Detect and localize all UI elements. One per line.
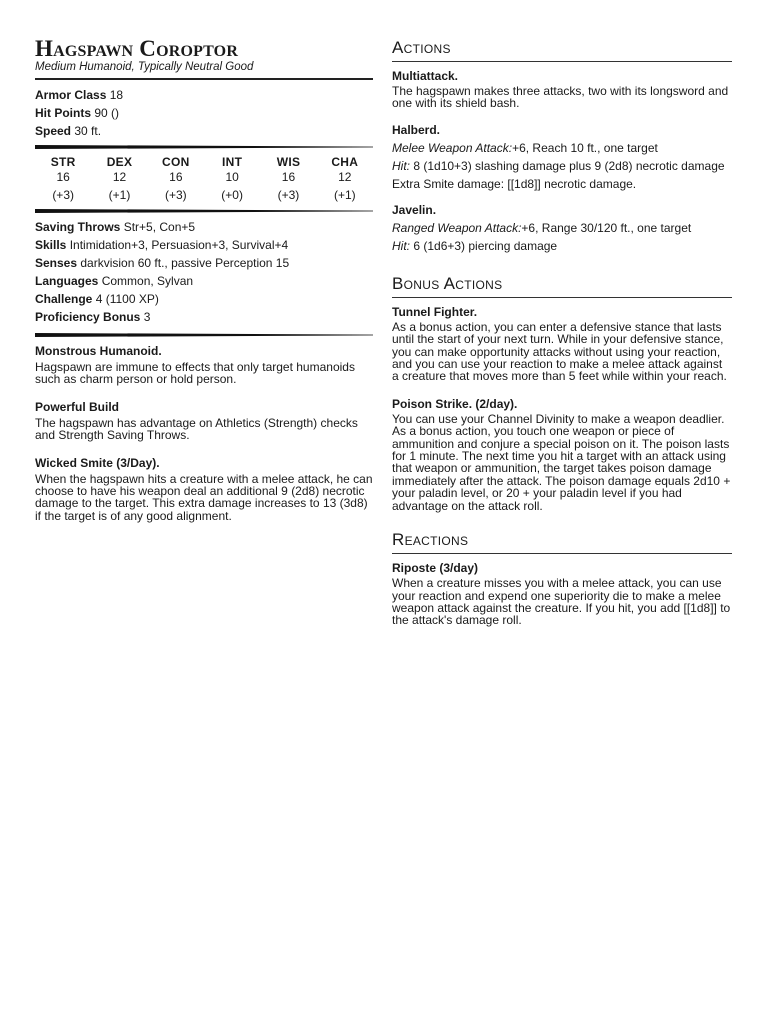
trait-text: Hagspawn are immune to effects that only target humanoids such as charm person or hold person. xyxy=(35,360,355,387)
action-attack-line xyxy=(392,219,732,237)
bonus-tunnel-fighter xyxy=(392,305,732,383)
ability-scores xyxy=(35,155,373,203)
tapered-divider xyxy=(35,333,373,337)
trait-powerful-build xyxy=(35,400,373,442)
divider xyxy=(392,553,732,554)
action-hit-line xyxy=(392,237,732,255)
saving-throws-label: Saving Throws xyxy=(35,220,121,234)
ability-score: 16 xyxy=(281,170,296,184)
armor-class-label: Armor Class xyxy=(35,88,107,102)
action-extra-line: Extra Smite damage: [[1d8]] necrotic damage. xyxy=(392,176,637,191)
action-title: Javelin. xyxy=(392,202,437,217)
armor-class-line xyxy=(35,86,373,104)
saving-throws-line xyxy=(35,218,373,236)
reaction-text: When a creature misses you with a melee attack, you can use your reaction and expend one superiority die to make a melee weapon attack against the creature. If you hit, you add [[1d8]] to the attack's damage roll. xyxy=(392,576,731,628)
ability-mod: (+3) xyxy=(52,188,74,202)
ability-name: INT xyxy=(222,155,243,169)
ability-name: STR xyxy=(50,155,76,169)
ability-con xyxy=(148,155,204,203)
armor-class-value: 18 xyxy=(109,88,124,102)
trait-text: When the hagspawn hits a creature with a melee attack, he can choose to have his weapon deal an additional 9 (2d8) necrotic damage to the target. This extra damage increases to 13 (3d8) if the target is of any good alignment. xyxy=(35,471,373,523)
trait-title: Monstrous Humanoid. xyxy=(35,344,162,358)
ability-int xyxy=(204,155,260,203)
action-multiattack xyxy=(392,69,732,110)
senses-label: Senses xyxy=(35,256,78,270)
proficiency-label: Proficiency Bonus xyxy=(35,310,141,324)
stat-block-left-column xyxy=(35,38,373,522)
ability-wis xyxy=(260,155,316,203)
hit-points-line xyxy=(35,104,373,122)
stat-block-right-column xyxy=(392,38,732,627)
reaction-riposte xyxy=(392,561,732,627)
trait-title: Powerful Build xyxy=(35,399,119,414)
saving-throws-value: Str+5, Con+5 xyxy=(123,220,196,234)
senses-value: darkvision 60 ft., passive Perception 15 xyxy=(80,256,290,270)
ability-mod: (+0) xyxy=(221,188,243,202)
challenge-line xyxy=(35,290,373,308)
ability-mod: (+1) xyxy=(108,188,131,202)
ability-score: 16 xyxy=(56,170,70,184)
ability-name: DEX xyxy=(106,155,133,169)
ability-mod: (+1) xyxy=(333,188,356,202)
hit-text: 8 (1d10+3) slashing damage plus 9 (2d8) necrotic damage xyxy=(413,158,725,173)
core-stats xyxy=(35,86,373,140)
speed-label: Speed xyxy=(35,124,72,138)
ability-name: CHA xyxy=(331,155,359,169)
hit-text: 6 (1d6+3) piercing damage xyxy=(413,238,558,253)
attack-text: +6, Range 30/120 ft., one target xyxy=(521,220,692,235)
ability-score: 12 xyxy=(112,170,127,184)
attack-text: +6, Reach 10 ft., one target xyxy=(512,140,658,155)
hit-points-label: Hit Points xyxy=(35,106,91,120)
proficiency-value: 3 xyxy=(143,310,151,324)
bonus-text: As a bonus action, you can enter a defensive stance that lasts until the start of your next turn. While in your defensive stance, you can make opportunity attacks without using your reaction, and you can use your reaction to make a melee attack against a creature that moves more than 5 feet while within your reach. xyxy=(392,319,727,384)
languages-line xyxy=(35,272,373,290)
skills-line xyxy=(35,236,373,254)
speed-line xyxy=(35,122,373,140)
proficiency-line xyxy=(35,308,373,326)
ability-dex xyxy=(91,155,147,203)
divider xyxy=(392,297,732,298)
ability-str xyxy=(35,155,91,203)
secondary-stats xyxy=(35,218,373,326)
actions-heading: Actions xyxy=(392,38,451,57)
bonus-text: You can use your Channel Divinity to make a weapon deadlier. As a bonus action, you touch one weapon or piece of ammunition and conjure a special poison on it. The poison lasts for 1 minute. The next time you hit a target with an attack using that weapon or ammunition, the target takes poison damage immediately after the attack. The poison damage equals 2d10 + your paladin level, or 20 + your paladin level if you had advantage on the attack roll. xyxy=(392,411,731,513)
senses-line xyxy=(35,254,373,272)
ability-mod: (+3) xyxy=(277,188,300,202)
trait-monstrous-humanoid xyxy=(35,344,373,386)
skills-value: Intimidation+3, Persuasion+3, Survival+4 xyxy=(69,238,289,252)
hit-points-value: 90 () xyxy=(94,106,120,120)
bonus-title: Poison Strike. (2/day). xyxy=(392,396,518,411)
ability-mod: (+3) xyxy=(164,188,187,202)
action-title: Halberd. xyxy=(392,122,441,137)
trait-title: Wicked Smite (3/Day). xyxy=(35,455,160,470)
attack-type: Ranged Weapon Attack: xyxy=(392,220,522,235)
ability-score: 10 xyxy=(225,170,239,184)
action-title: Multiattack. xyxy=(392,69,459,83)
action-hit-line xyxy=(392,157,732,175)
challenge-value: 4 (1100 XP) xyxy=(95,292,159,306)
divider xyxy=(392,61,732,62)
bonus-title: Tunnel Fighter. xyxy=(392,304,478,319)
reactions-heading: Reactions xyxy=(392,530,469,550)
monster-subtitle: Medium Humanoid, Typically Neutral Good xyxy=(35,61,254,73)
trait-text: The hagspawn has advantage on Athletics (Strength) checks and Strength Saving Throws. xyxy=(35,415,358,443)
action-halberd xyxy=(392,123,732,193)
reaction-title: Riposte (3/day) xyxy=(392,561,479,576)
hit-label: Hit: xyxy=(392,238,410,253)
challenge-label: Challenge xyxy=(35,292,93,306)
skills-label: Skills xyxy=(35,238,67,252)
languages-label: Languages xyxy=(35,274,99,288)
action-text: The hagspawn makes three attacks, two with its longsword and one with its shield bash. xyxy=(392,84,729,111)
speed-value: 30 ft. xyxy=(74,124,102,138)
attack-type: Melee Weapon Attack: xyxy=(392,140,513,155)
ability-score: 12 xyxy=(338,170,352,184)
tapered-divider xyxy=(35,209,373,213)
action-attack-line xyxy=(392,139,732,157)
monster-name: Hagspawn Coroptor xyxy=(35,36,239,61)
languages-value: Common, Sylvan xyxy=(101,274,194,288)
ability-cha xyxy=(317,155,373,203)
divider xyxy=(35,78,373,80)
hit-label: Hit: xyxy=(392,158,410,173)
action-javelin xyxy=(392,203,732,255)
ability-name: WIS xyxy=(276,155,301,169)
bonus-poison-strike xyxy=(392,397,732,512)
tapered-divider xyxy=(35,145,373,149)
ability-score: 16 xyxy=(169,170,183,184)
trait-wicked-smite xyxy=(35,456,373,523)
bonus-actions-heading: Bonus Actions xyxy=(392,273,503,293)
ability-name: CON xyxy=(162,155,190,169)
